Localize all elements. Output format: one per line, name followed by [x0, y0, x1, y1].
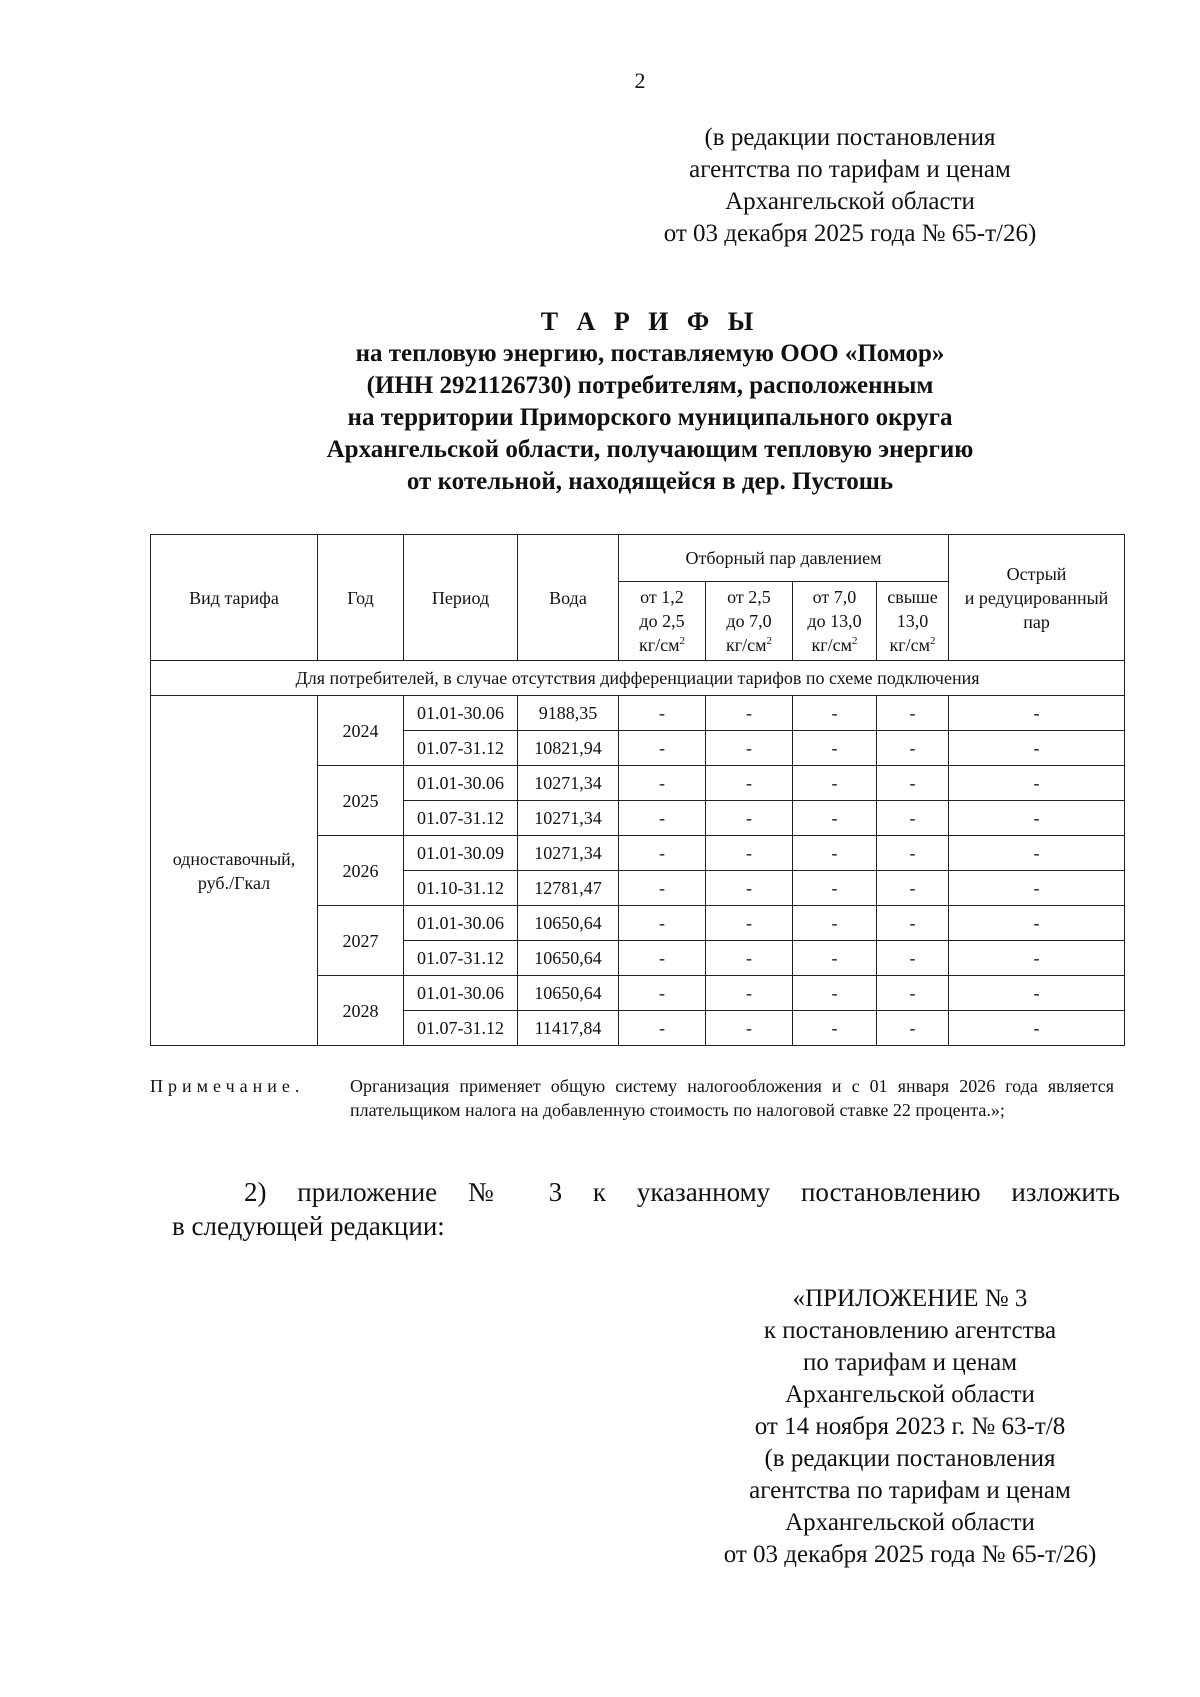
- note-text: Организация применяет общую систему налогообложения и с 01 января 2026 года является плательщиком налога на добавленную стоимость по налоговой ставке 22 процента.»;: [350, 1076, 1114, 1120]
- cell-steam-empty: -: [793, 696, 877, 731]
- appendix-heading: [660, 1283, 1160, 1571]
- tariff-name-line: руб./Гкал: [197, 872, 271, 893]
- cell-sharp-empty: -: [949, 731, 1125, 766]
- cell-steam-empty: -: [877, 1011, 949, 1046]
- unit-exponent: 2: [852, 635, 858, 647]
- header-steam-line: до 7,0: [726, 611, 772, 631]
- cell-year: 2027: [318, 906, 404, 976]
- tariff-name-line: одноставочный,: [172, 848, 296, 869]
- cell-period: 01.01-30.06: [404, 766, 518, 801]
- note-label: Примечание.: [150, 1076, 305, 1096]
- cell-water: 10650,64: [518, 941, 619, 976]
- unit-exponent: 2: [766, 635, 772, 647]
- cell-sharp-empty: -: [949, 1011, 1125, 1046]
- cell-steam-empty: -: [793, 1011, 877, 1046]
- cell-steam-empty: -: [619, 766, 706, 801]
- cell-water: 10650,64: [518, 906, 619, 941]
- cell-steam-empty: -: [877, 941, 949, 976]
- cell-steam-empty: -: [619, 731, 706, 766]
- cell-steam-empty: -: [619, 1011, 706, 1046]
- redaction-line: (в редакции постановления: [704, 124, 996, 151]
- cell-period: 01.01-30.06: [404, 976, 518, 1011]
- cell-steam-empty: -: [706, 976, 793, 1011]
- cell-steam-empty: -: [877, 906, 949, 941]
- cell-steam-empty: -: [877, 801, 949, 836]
- appendix-line: от 14 ноября 2023 г. № 63-т/8: [754, 1413, 1066, 1440]
- appendix-line: по тарифам и ценам: [802, 1349, 1018, 1376]
- cell-period: 01.01-30.06: [404, 696, 518, 731]
- cell-steam-empty: -: [793, 906, 877, 941]
- header-steam-unit: [793, 633, 876, 657]
- page-number: 2: [634, 68, 646, 93]
- header-steam-unit: [619, 633, 705, 657]
- header-period: Период: [404, 535, 518, 661]
- cell-steam-empty: -: [619, 906, 706, 941]
- cell-year: 2028: [318, 976, 404, 1046]
- cell-steam-empty: -: [619, 941, 706, 976]
- cell-year: 2024: [318, 696, 404, 766]
- cell-sharp-empty: -: [949, 941, 1125, 976]
- header-steam-line: от 1,2: [640, 587, 684, 607]
- title-line: на тепловую энергию, поставляемую ООО «Помор»: [355, 340, 945, 367]
- paragraph-line: в следующей редакции:: [172, 1211, 445, 1241]
- cell-steam-empty: -: [793, 731, 877, 766]
- header-steam-line: от 2,5: [727, 587, 771, 607]
- unit-text: кг/см: [725, 635, 767, 655]
- header-steam-line: от 7,0: [812, 587, 857, 607]
- unit-exponent: 2: [679, 635, 685, 647]
- paragraph-line: 2) приложение № 3 к указанному постановлению изложить: [244, 1177, 1120, 1207]
- cell-steam-empty: -: [619, 976, 706, 1011]
- appendix-line: «ПРИЛОЖЕНИЕ № 3: [792, 1285, 1028, 1312]
- cell-year: 2025: [318, 766, 404, 836]
- header-steam-unit: [706, 633, 792, 657]
- header-sharp-line: пар: [1023, 611, 1050, 632]
- unit-text: кг/см: [811, 635, 852, 655]
- cell-steam-empty: -: [619, 801, 706, 836]
- redaction-note-top: [600, 122, 1100, 250]
- cell-steam-empty: -: [793, 801, 877, 836]
- cell-water: 11417,84: [518, 1011, 619, 1046]
- appendix-line: к постановлению агентства: [763, 1317, 1057, 1344]
- header-year: Год: [318, 535, 404, 661]
- cell-water: 10271,34: [518, 836, 619, 871]
- tariff-table: [150, 534, 1125, 1046]
- cell-water: 12781,47: [518, 871, 619, 906]
- cell-steam-empty: -: [706, 941, 793, 976]
- cell-period: 01.07-31.12: [404, 801, 518, 836]
- header-steam-unit: [877, 633, 948, 657]
- cell-sharp-empty: -: [949, 766, 1125, 801]
- appendix-line: (в редакции постановления: [764, 1445, 1056, 1472]
- unit-exponent: 2: [930, 635, 936, 647]
- cell-steam-empty: -: [706, 766, 793, 801]
- cell-sharp-empty: -: [949, 696, 1125, 731]
- title-line: (ИНН 2921126730) потребителям, расположенным: [366, 372, 934, 399]
- cell-steam-empty: -: [793, 976, 877, 1011]
- cell-steam-empty: -: [706, 906, 793, 941]
- header-sharp-line: и редуцированный: [964, 587, 1109, 608]
- cell-water: 9188,35: [518, 696, 619, 731]
- title-line: на территории Приморского муниципального округа: [347, 404, 953, 431]
- cell-steam-empty: -: [706, 836, 793, 871]
- title-line: Архангельской области, получающим тепловую энергию: [326, 436, 974, 463]
- appendix-line: Архангельской области: [785, 1381, 1035, 1408]
- header-water: Вода: [518, 535, 619, 661]
- cell-steam-empty: -: [877, 696, 949, 731]
- cell-steam-empty: -: [793, 941, 877, 976]
- cell-sharp-empty: -: [949, 906, 1125, 941]
- header-sharp-steam: [949, 535, 1125, 661]
- header-steam-4: [877, 582, 949, 661]
- cell-sharp-empty: -: [949, 801, 1125, 836]
- cell-sharp-empty: -: [949, 836, 1125, 871]
- cell-steam-empty: -: [619, 836, 706, 871]
- cell-tariff-name: [151, 696, 318, 1046]
- header-steam-line: до 2,5: [639, 611, 685, 631]
- title-main: Т А Р И Ф Ы: [540, 307, 760, 336]
- header-sharp-line: Острый: [1006, 563, 1067, 584]
- appendix-line: агентства по тарифам и ценам: [749, 1477, 1071, 1504]
- amendment-paragraph: [172, 1175, 1120, 1243]
- cell-water: 10821,94: [518, 731, 619, 766]
- header-steam-group: Отборный пар давлением: [619, 535, 949, 582]
- table-subheader: Для потребителей, в случае отсутствия дифференциации тарифов по схеме подключения: [151, 661, 1125, 696]
- cell-steam-empty: -: [706, 696, 793, 731]
- header-steam-line: свыше: [887, 587, 938, 607]
- unit-text: кг/см: [889, 635, 931, 655]
- header-steam-3: [793, 582, 877, 661]
- cell-steam-empty: -: [619, 871, 706, 906]
- table-row: [151, 696, 1125, 731]
- title-line: от котельной, находящейся в дер. Пустошь: [406, 468, 894, 495]
- header-tariff-type: Вид тарифа: [151, 535, 318, 661]
- header-steam-line: 13,0: [896, 611, 929, 631]
- cell-steam-empty: -: [877, 976, 949, 1011]
- cell-year: 2026: [318, 836, 404, 906]
- cell-water: 10650,64: [518, 976, 619, 1011]
- cell-period: 01.10-31.12: [404, 871, 518, 906]
- header-steam-line: до 13,0: [807, 611, 862, 631]
- unit-text: кг/см: [638, 635, 680, 655]
- cell-water: 10271,34: [518, 766, 619, 801]
- cell-steam-empty: -: [877, 836, 949, 871]
- cell-period: 01.07-31.12: [404, 1011, 518, 1046]
- document-title: [180, 306, 1120, 498]
- cell-steam-empty: -: [793, 871, 877, 906]
- cell-period: 01.01-30.09: [404, 836, 518, 871]
- cell-steam-empty: -: [706, 731, 793, 766]
- header-steam-1: [619, 582, 706, 661]
- cell-steam-empty: -: [877, 766, 949, 801]
- cell-sharp-empty: -: [949, 976, 1125, 1011]
- cell-steam-empty: -: [619, 696, 706, 731]
- cell-period: 01.07-31.12: [404, 731, 518, 766]
- redaction-line: от 03 декабря 2025 года № 65-т/26): [663, 220, 1037, 247]
- cell-steam-empty: -: [706, 801, 793, 836]
- cell-steam-empty: -: [793, 836, 877, 871]
- redaction-line: агентства по тарифам и ценам: [689, 156, 1011, 183]
- cell-period: 01.01-30.06: [404, 906, 518, 941]
- appendix-line: от 03 декабря 2025 года № 65-т/26): [723, 1541, 1097, 1568]
- cell-water: 10271,34: [518, 801, 619, 836]
- appendix-line: Архангельской области: [785, 1509, 1035, 1536]
- cell-steam-empty: -: [706, 871, 793, 906]
- redaction-line: Архангельской области: [725, 188, 975, 215]
- cell-steam-empty: -: [793, 766, 877, 801]
- cell-steam-empty: -: [877, 731, 949, 766]
- cell-period: 01.07-31.12: [404, 941, 518, 976]
- cell-sharp-empty: -: [949, 871, 1125, 906]
- header-steam-2: [706, 582, 793, 661]
- cell-steam-empty: -: [877, 871, 949, 906]
- cell-steam-empty: -: [706, 1011, 793, 1046]
